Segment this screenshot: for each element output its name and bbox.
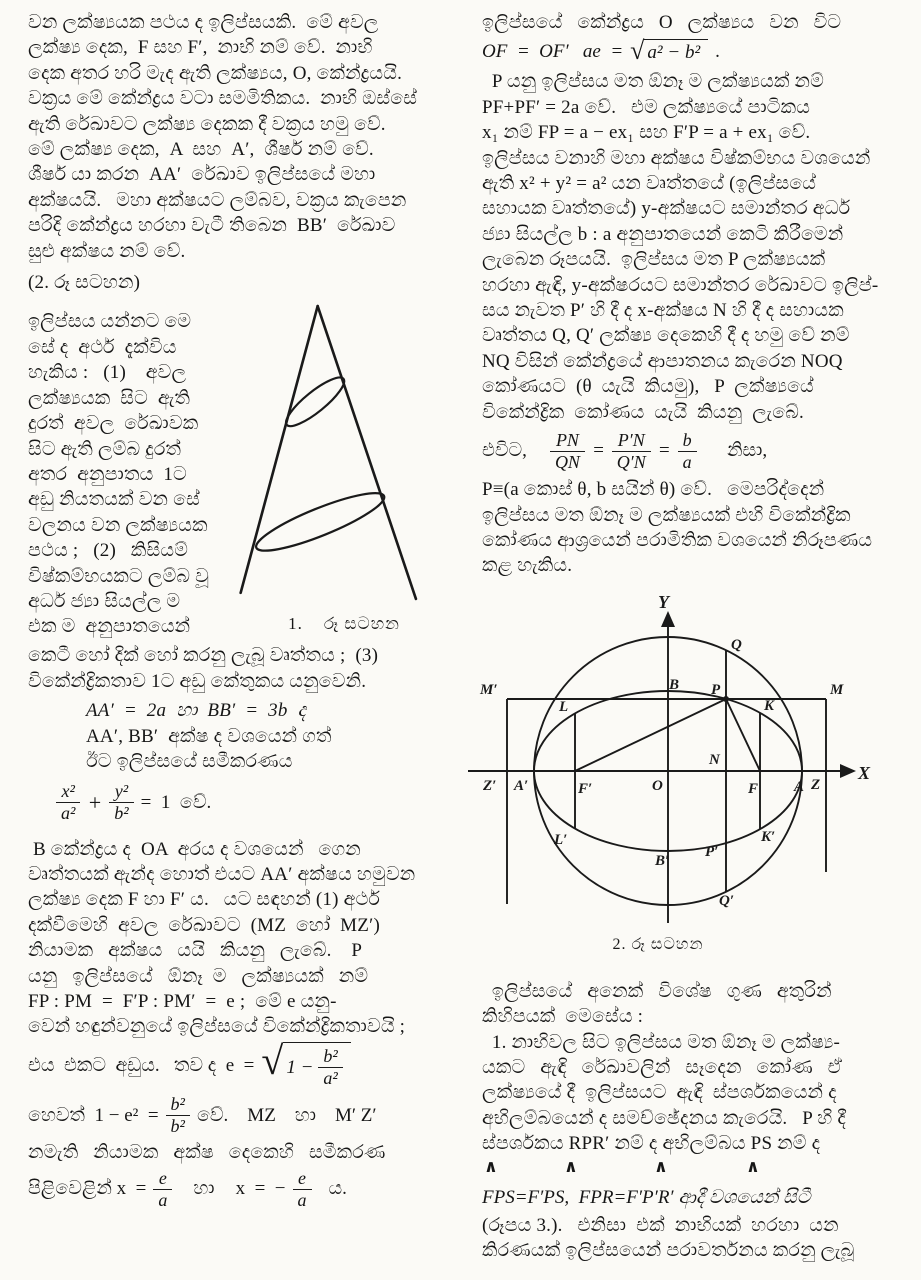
text-line: වෙන් හඳුන්වනුයේ ඉලිප්සයේ විකේන්ද්‍රිකතාවයි ; bbox=[28, 1016, 406, 1038]
fraction-b2-b2: $\frac{\text{b²}}{\text{b²}}$ bbox=[166, 1094, 190, 1137]
text-line: ලැබෙන රූපයයි. ඉලිප්සය මත P ලක්ෂ්‍යයක් bbox=[482, 249, 826, 271]
figure-1-cone bbox=[228, 301, 460, 634]
text-line: සේ ද අර්ථ දැක්විය bbox=[28, 336, 177, 358]
formula-prefix: එය එකට අඩුය. තව ද e = bbox=[28, 1054, 255, 1076]
text-line: x₁ නම් FP = a − ex₁ සහ F′P = a + ex₁ වේ. bbox=[482, 122, 811, 144]
text-line: වලනය වන ලක්ෂ්‍යයක bbox=[28, 514, 208, 536]
right-paragraph-a bbox=[482, 69, 916, 425]
text-line: FP : PM = F′P : PM′ = e ; මේ e යනු- bbox=[28, 990, 337, 1012]
axes-equation-block bbox=[86, 698, 464, 774]
label-N: N bbox=[709, 751, 720, 768]
text-line: ශීර්ෂ යා කරන AA′ රේඛාව ඉලිප්සයේ මහා bbox=[28, 164, 376, 186]
fraction-b2-a2: $\frac{\text{b²}}{\text{a²}}$ bbox=[318, 1046, 342, 1089]
equation-rhs: = 1 වේ. bbox=[140, 791, 212, 813]
label-Z: Z bbox=[811, 776, 821, 793]
text-line: යකට ඇඳි රේඛාවලින් සෑදෙන කෝණ ඒ bbox=[482, 1056, 843, 1078]
directrix-axes-line: නමැති නියාමක අක්ෂ දෙකෙහි සමීකරණ bbox=[28, 1141, 386, 1163]
radicand-text: 1 − bbox=[286, 1056, 314, 1078]
cone-right-edge bbox=[318, 307, 416, 600]
formula-prefix: හෙවත් 1 − e² = bbox=[28, 1104, 159, 1126]
formula-lhs: OF = OF′ ae = bbox=[482, 41, 624, 63]
focal-radius-F1P bbox=[575, 699, 726, 771]
label-B: B bbox=[669, 676, 680, 693]
angle-hat-icon: ∧ bbox=[746, 1156, 760, 1176]
text-line: දෙක අතර හරි මැද ඇති ලක්ෂ්‍යය, O, කේන්ද්‍රයයි. bbox=[28, 62, 403, 84]
label-A: A bbox=[794, 778, 805, 795]
text-line: කිරණයක් ඉලිප්සයෙන් පරාවර්තනය කරනු ලැබූ bbox=[482, 1239, 855, 1261]
text-line: හරහා ඇඳි, y-අක්ෂරයට සමාන්තර රේඛාවට ඉලිප්- bbox=[482, 274, 879, 296]
text-line: අක්ෂයයි. මහා අක්ෂයට ලම්බව, වක්‍රය කැපෙන bbox=[28, 189, 407, 211]
left-full-width-lines bbox=[28, 643, 464, 694]
point-P-dot bbox=[723, 696, 729, 702]
text-line: එක ම අනුපාතයෙන් bbox=[28, 616, 191, 638]
focus-distance-formula bbox=[482, 35, 916, 69]
text-line: සහායක වෘත්තයේ) y-අක්ෂයට සමාන්තර අර්ධ bbox=[482, 198, 851, 220]
text-line: කළ හැකිය. bbox=[482, 555, 573, 577]
text-line: විෂ්කම්භයකට ලම්බ වූ bbox=[28, 565, 210, 587]
text-line: B කේන්ද්‍රය ද OA අරය ද වශයෙන් ගෙන bbox=[28, 838, 361, 860]
fraction-e-a: $\frac{e}{a}$ bbox=[153, 1168, 172, 1211]
fraction-b-a: $\frac{b}{a}$ bbox=[678, 430, 697, 473]
text-line: අර්ධ ජ්‍යා සියල්ල ම bbox=[28, 590, 181, 612]
left-paragraph-3 bbox=[28, 837, 464, 1040]
label-P-prime: P′ bbox=[705, 843, 719, 860]
label-K: K bbox=[764, 697, 775, 714]
square-root: √ 1 − $\frac{\text{b²}}{\text{a²}}$ bbox=[261, 1042, 350, 1089]
fraction-p1n-q1n: $\frac{P'N}{Q'N}$ bbox=[612, 430, 651, 473]
label-Q-prime: Q′ bbox=[719, 892, 735, 909]
text-line: NQ විසින් කේන්ද්‍රයේ ආපාතනය කැරෙන NOQ bbox=[482, 350, 843, 372]
right-paragraph-b bbox=[482, 477, 916, 579]
text-line: ඉලිප්සය මත ඕනෑ ම ලක්ෂ්‍යයක් එහි විකේන්ද්‍රික bbox=[482, 504, 851, 526]
text-line: ඇති x² + y² = a² යන වෘත්තයේ (ඉලිප්සයේ bbox=[482, 173, 817, 195]
angle-hat-icon: ∧ bbox=[654, 1156, 668, 1176]
text-line: හැකිය : (1) අවල bbox=[28, 362, 187, 384]
figure-2-reference-note: (2. රූ සටහන) bbox=[28, 272, 141, 294]
ratio-formula-line bbox=[482, 425, 916, 477]
right-column bbox=[482, 10, 916, 1263]
text-line: ජ්‍යා සියල්ල b : a අනුපාතයෙන් කෙටි කිරීමෙන් bbox=[482, 223, 844, 245]
text-line: පරිදි කේන්ද්‍රය හරහා වැටී තිබෙන BB′ රේඛාව bbox=[28, 215, 396, 237]
label-B-prime: B′ bbox=[655, 852, 670, 869]
directrix-equations-line bbox=[28, 1165, 464, 1213]
lower-section-ellipse bbox=[251, 484, 389, 561]
figure-1-caption: 1. රූ සටහන bbox=[288, 614, 400, 634]
label-Z-prime: Z′ bbox=[483, 777, 497, 794]
label-M: M bbox=[830, 681, 844, 698]
ellipse-equation bbox=[56, 775, 464, 831]
text-line: PF+PF′ = 2a වේ. එම ලක්ෂ්‍යයේ පාටිකය bbox=[482, 96, 811, 118]
text-line: (රූපය 3.). එනිසා එක් නාභියක් හරහා යන bbox=[482, 1214, 839, 1236]
text-line: සිට ඇති ලම්බ දුරත් bbox=[28, 438, 182, 460]
x-axis-arrowhead bbox=[840, 764, 856, 778]
figure-2-caption: 2. රූ සටහන bbox=[612, 935, 704, 953]
figure-2-ellipse-diagram bbox=[482, 591, 916, 965]
angle-hat-icon: ∧ bbox=[484, 1156, 498, 1176]
equals-sign: = bbox=[657, 440, 671, 462]
eccentricity-formula-line bbox=[28, 1040, 464, 1092]
text-line: පථය ; (2) කිසියම් bbox=[28, 540, 189, 562]
text-line: සුළු අක්ෂය නම් වේ. bbox=[28, 240, 186, 262]
text-line: වෘත්තයක් ඇන්ද හොත් එයට AA′ අක්ෂය හමුවන bbox=[28, 863, 416, 885]
equation-line: ඊට ඉලිප්සයේ සමීකරණය bbox=[86, 751, 293, 773]
label-F-prime: F′ bbox=[578, 780, 593, 797]
cone-with-elliptic-sections-drawing bbox=[228, 301, 460, 607]
equation-line: AA′, BB′ අක්ෂ ද වශයෙන් ගත් bbox=[86, 725, 332, 747]
text-line: P≡(a කොස් θ, b සයින් θ) වේ. මෙපරිද්දෙන් bbox=[482, 479, 825, 501]
left-column bbox=[28, 10, 464, 1213]
ellipse-auxiliary-circle-drawing bbox=[468, 591, 908, 963]
text-line: යනු ඉලිප්සයේ ඕනෑ ම ලක්ෂ්‍යයක් නම් bbox=[28, 965, 369, 987]
text-line: ඇති රේඛාවට ලක්ෂ්‍ය දෙකක දී වක්‍රය හමු වේ. bbox=[28, 113, 386, 135]
right-paragraph-c bbox=[482, 979, 916, 1157]
formula-suffix: ය. bbox=[328, 1178, 347, 1200]
equation-line: AA′ = 2a හා BB′ = 3b ද bbox=[86, 700, 307, 722]
label-F: F bbox=[748, 780, 759, 797]
text-line: විකේන්ද්‍රිකතාව 1ට අඩු කේතුකය යනුවෙනි. bbox=[28, 670, 367, 692]
fraction-e-a-negative: $\frac{e}{a}$ bbox=[293, 1168, 312, 1211]
text-line: ඉලිප්සය යන්නට මෙ bbox=[28, 311, 192, 333]
angle-identities-line bbox=[482, 1156, 916, 1213]
label-Q: Q bbox=[731, 636, 742, 653]
label-A-prime: A′ bbox=[514, 777, 529, 794]
text-line: ඉලිප්සය වනාහි මහා අක්ෂය විෂ්කම්භය වශයෙන් bbox=[482, 147, 871, 169]
connector-word: හා bbox=[193, 1178, 215, 1200]
y-axis-arrowhead bbox=[661, 611, 675, 627]
text-line: වක්‍රය මේ කේන්ද්‍රය වටා සමමිතිකය. නාභි ඔස්සේ bbox=[28, 88, 418, 110]
text-line: ලක්ෂ්‍යයක සිට ඇති bbox=[28, 387, 191, 409]
fraction-pn-qn: $\frac{PN}{QN}$ bbox=[550, 430, 585, 473]
equals-sign: = bbox=[591, 440, 605, 462]
square-root: √ a² − b² bbox=[630, 39, 708, 65]
label-K-prime: K′ bbox=[761, 828, 776, 845]
radicand-text: a² − b² bbox=[647, 42, 701, 64]
text-line: දුරත් අවල රේඛාවක bbox=[28, 413, 199, 435]
text-line: කෝණය ආශ්‍රයෙන් පරාමිතික වශයෙන් නිරූපණය bbox=[482, 529, 873, 551]
text-line: කෝණයට (θ යැයි කියමු), P ලක්ෂ්‍යයේ bbox=[482, 376, 814, 398]
narrow-text-with-figure-1 bbox=[28, 309, 464, 643]
text-line: කිහිපයක් මෙසේය : bbox=[482, 1006, 644, 1028]
text-line: වන ලක්ෂ්‍යයක පථය ද ඉලිප්සයකි. මේ අවල bbox=[28, 12, 379, 33]
text-line: වෘත්තය Q, Q′ ලක්ෂ්‍ය දෙකෙහි දී ද හමු වේ නම් bbox=[482, 325, 850, 347]
text-line: දක්වීමෙහි අවල රේඛාවට (MZ හෝ MZ′) bbox=[28, 914, 380, 936]
text-line: ඉලිප්සයේ අනෙක් විශේෂ ගුණ අතුරින් bbox=[482, 980, 832, 1002]
text-line: අඩු නියතයක් වන සේ bbox=[28, 489, 200, 511]
formula-middle: x = − bbox=[235, 1178, 286, 1200]
label-X: X bbox=[858, 762, 871, 783]
plus-sign: + bbox=[87, 789, 103, 815]
left-paragraph-1 bbox=[28, 10, 464, 264]
text-line: ඉලිප්සයේ කේන්ද්‍රය O ලක්ෂ්‍යය වන විට bbox=[482, 12, 842, 33]
label-Y: Y bbox=[658, 591, 669, 612]
formula-suffix: නිසා, bbox=[717, 440, 768, 462]
text-line: ලක්ෂ්‍යයේ දී ඉලිප්සයට ඇඳි ස්පර්ශකයෙන් ද bbox=[482, 1082, 837, 1104]
one-minus-e2-line bbox=[28, 1092, 464, 1140]
text-line: නියාමක අක්ෂය යයි කියනු ලැබේ. P bbox=[28, 940, 363, 962]
label-P: P bbox=[711, 681, 721, 698]
angle-equation-text: FPS=F′PS, FPR=F′P′R′ ආදී වශයෙන් සිටී bbox=[482, 1186, 811, 1208]
label-L: L bbox=[559, 698, 569, 715]
fraction-y2-b2: $\frac{\text{y²}}{\text{b²}}$ bbox=[109, 781, 133, 824]
label-L-prime: L′ bbox=[554, 831, 568, 848]
text-line: ස්පර්ශකය RPR′ නම් ද අභිලම්බය PS නම් ද bbox=[482, 1133, 821, 1155]
text-line: P යනු ඉලිප්සය මත ඕනෑ ම ලක්ෂ්‍යයක් නම් bbox=[482, 71, 825, 93]
text-line: ලක්ෂ්‍ය දෙක, F සහ F′, නාභි නම් වේ. නාභි bbox=[28, 37, 373, 59]
angle-hat-icon: ∧ bbox=[564, 1156, 578, 1176]
text-line: අතර අනුපාතය 1ට bbox=[28, 463, 187, 485]
label-M-prime: M′ bbox=[480, 681, 498, 698]
text-line: කෙටී හෝ දික් හෝ කරනු ලැබූ වෘත්තය ; (3) bbox=[28, 645, 379, 667]
text-line: අභිලම්බයෙන් ද සමච්ඡේදනය කැරෙයි. P හි දී bbox=[482, 1107, 846, 1129]
formula-prefix: එවිට, bbox=[482, 440, 527, 462]
text-line: මේ ලක්ෂ්‍ය දෙක, A සහ A′, ශීර්ෂ නම් වේ. bbox=[28, 139, 374, 161]
formula-prefix: පිළිවෙළින් x = bbox=[28, 1178, 147, 1200]
text-line: සය නැවත P′ හි දී ද x-අක්ෂය N හි දී ද සහායක bbox=[482, 300, 844, 322]
fraction-x2-a2: x² a² bbox=[56, 781, 80, 824]
formula-suffix: වේ. MZ හා M′ Z′ bbox=[196, 1104, 377, 1126]
period: . bbox=[715, 41, 720, 63]
right-paragraph-d bbox=[482, 1213, 916, 1264]
text-line: 1. නාභිවල සිට ඉලිප්සය මත ඕනෑ ම ලක්ෂ්‍ය- bbox=[482, 1031, 841, 1053]
label-O: O bbox=[652, 777, 663, 794]
text-line: ලක්ෂ්‍ය දෙක F හා F′ ය. යට සඳහන් (1) අර්ථ bbox=[28, 889, 381, 911]
text-line: විකේන්ද්‍රික කෝණය යැයි කියනු ලැබේ. bbox=[482, 401, 804, 423]
